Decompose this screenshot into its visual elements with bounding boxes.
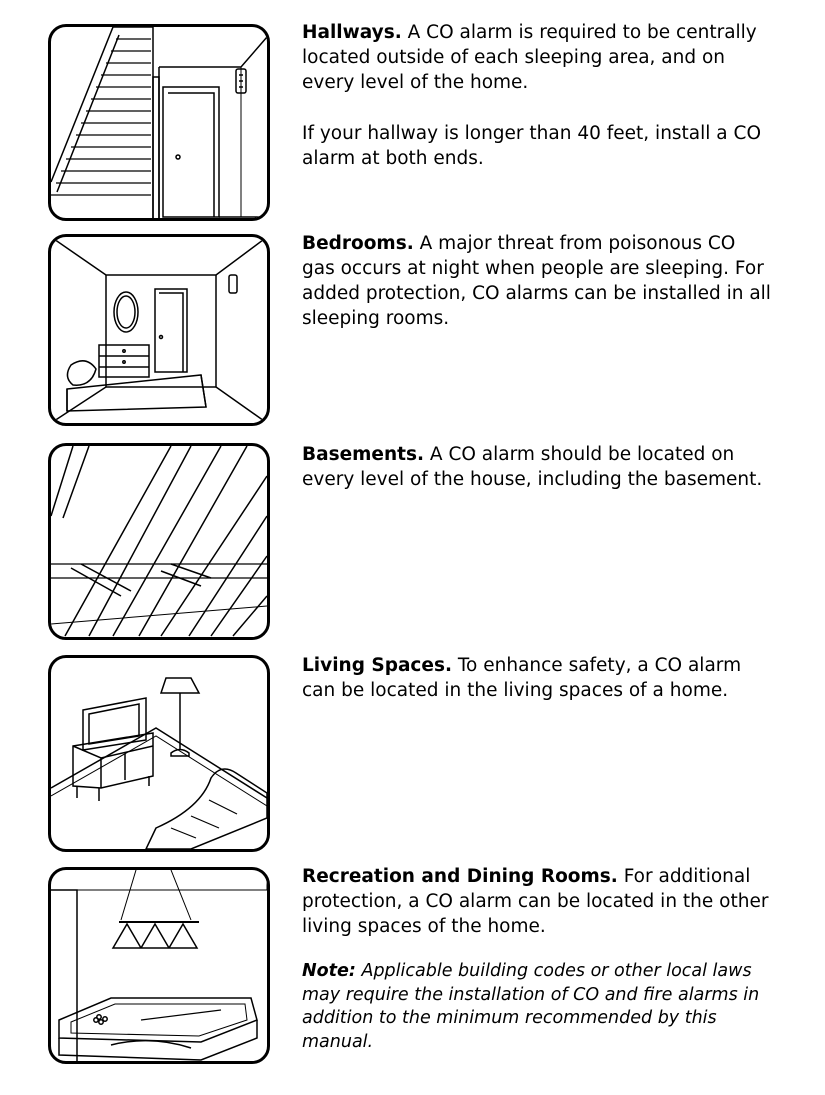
section-heading: Recreation and Dining Rooms. xyxy=(302,866,618,887)
basement-illustration xyxy=(48,443,270,640)
section-hallways xyxy=(302,20,772,171)
living-room-illustration xyxy=(48,655,270,852)
section-recreation-dining xyxy=(302,864,772,1054)
section-heading: Hallways. xyxy=(302,22,402,43)
section-heading: Basements. xyxy=(302,444,425,465)
section-heading: Living Spaces. xyxy=(302,655,452,676)
section-living-spaces xyxy=(302,653,772,703)
hallway-illustration xyxy=(48,24,270,221)
note-paragraph xyxy=(302,960,772,1054)
section-body: A major threat from poisonous CO gas occurs at night when people are sleeping. For added protection, CO alarms can be installed in all sleeping rooms. xyxy=(302,233,771,329)
section-body: To enhance safety, a CO alarm can be located in the living spaces of a home. xyxy=(302,655,742,701)
section-bedrooms xyxy=(302,231,772,331)
section-body: For additional protection, a CO alarm can be located in the other living spaces of the home. xyxy=(302,866,769,937)
section-basements xyxy=(302,442,772,492)
section-extra: If your hallway is longer than 40 feet, install a CO alarm at both ends. xyxy=(302,123,762,169)
recreation-room-illustration xyxy=(48,867,270,1064)
note-text: Applicable building codes or other local laws may require the installation of CO and fire alarms in addition to the minimum recommended by this manual. xyxy=(302,961,760,1052)
section-body: A CO alarm should be located on every level of the house, including the basement. xyxy=(302,444,763,490)
section-heading: Bedrooms. xyxy=(302,233,414,254)
bedroom-illustration xyxy=(48,234,270,426)
note-label: Note: xyxy=(302,961,356,981)
section-body: A CO alarm is required to be centrally located outside of each sleeping area, and on every level of the home. xyxy=(302,22,757,93)
